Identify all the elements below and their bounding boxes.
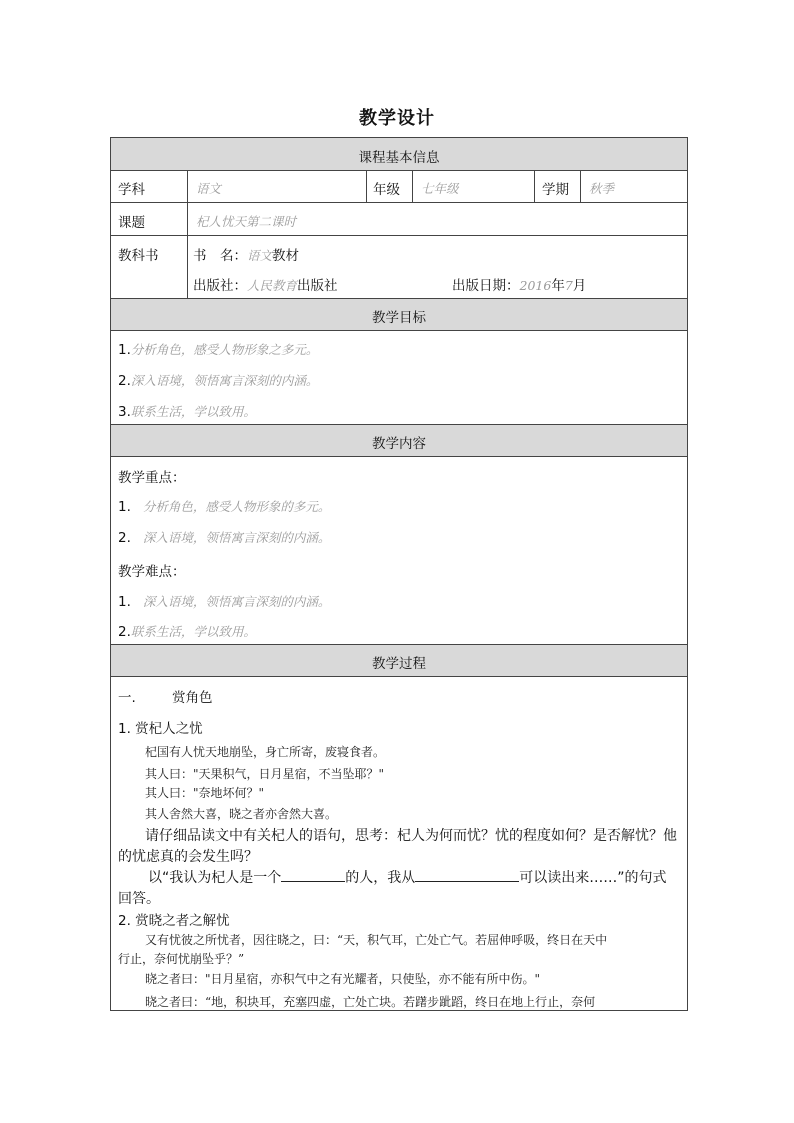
column-divider bbox=[187, 170, 188, 298]
divider bbox=[110, 676, 688, 677]
objective-item bbox=[118, 340, 318, 358]
column-divider bbox=[580, 170, 581, 202]
column-divider bbox=[412, 170, 413, 202]
key-point-text: 深入语境，领悟寓言深刻的内涵。 bbox=[142, 530, 331, 545]
term-label: 学期 bbox=[542, 182, 569, 198]
content-header: 教学内容 bbox=[372, 436, 426, 452]
prompt-part: 以“我认为杞人是一个 bbox=[148, 870, 282, 886]
classical-text-line: 晓之者曰："日月星宿，亦积气中之有光耀者，只使坠，亦不能有所中伤。" bbox=[145, 972, 541, 986]
objective-text: 深入语境，领悟寓言深刻的内涵。 bbox=[130, 373, 319, 388]
subsection-title: 2. 赏晓之者之解忧 bbox=[118, 913, 230, 929]
pubdate-year-unit: 年 bbox=[551, 278, 565, 294]
column-divider bbox=[534, 170, 535, 202]
key-point-text: 分析角色，感受人物形象的多元。 bbox=[142, 499, 331, 514]
answer-prompt-line: 回答。 bbox=[118, 891, 160, 907]
classical-text-line: 其人舍然大喜，晓之者亦舍然大喜。 bbox=[145, 807, 338, 821]
lesson-label: 课题 bbox=[118, 215, 145, 231]
objective-item bbox=[118, 402, 256, 420]
divider bbox=[110, 456, 688, 457]
term-value: 秋季 bbox=[589, 181, 615, 196]
key-points-label: 教学重点： bbox=[118, 470, 186, 486]
grade-label: 年级 bbox=[373, 182, 400, 198]
objective-number: 2. bbox=[118, 373, 131, 389]
pubdate-label: 出版日期： bbox=[452, 278, 520, 294]
question-line: 的忧虑真的会发生吗？ bbox=[118, 849, 258, 865]
objective-text: 分析角色，感受人物形象之多元。 bbox=[130, 342, 319, 357]
publisher-line bbox=[193, 274, 338, 294]
pubdate-year: 2016 bbox=[519, 278, 552, 293]
book-name-line bbox=[193, 244, 299, 264]
answer-prompt bbox=[148, 867, 667, 887]
classical-text-line: 其人曰："天果积气，日月星宿，不当坠耶？" bbox=[145, 767, 385, 781]
classical-text-line: 其人曰："奈地坏何？" bbox=[145, 786, 265, 800]
difficult-point-text: 深入语境，领悟寓言深刻的内涵。 bbox=[142, 594, 331, 609]
book-name-label: 书 名： bbox=[193, 248, 247, 264]
basic-info-header: 课程基本信息 bbox=[358, 150, 440, 166]
column-divider bbox=[366, 170, 367, 202]
key-point-item bbox=[118, 497, 330, 515]
publisher-suffix: 出版社 bbox=[297, 278, 338, 294]
objective-number: 1. bbox=[118, 342, 131, 358]
pubdate-month: 7 bbox=[564, 278, 573, 293]
process-header: 教学过程 bbox=[372, 656, 426, 672]
section-number: 一. bbox=[118, 690, 136, 706]
prompt-part: 可以读出来……”的句式 bbox=[519, 870, 667, 886]
difficult-point-text: 联系生活，学以致用。 bbox=[130, 624, 256, 639]
grade-value: 七年级 bbox=[421, 181, 459, 196]
objectives-header: 教学目标 bbox=[372, 310, 426, 326]
publisher-value: 人民教育 bbox=[247, 278, 298, 293]
book-name-value: 语文 bbox=[247, 248, 273, 263]
key-point-item bbox=[118, 528, 330, 546]
divider bbox=[110, 644, 688, 645]
difficult-point-number: 2. bbox=[118, 624, 131, 640]
publisher-label: 出版社： bbox=[193, 278, 247, 294]
divider bbox=[110, 202, 688, 203]
textbook-label: 教科书 bbox=[118, 248, 159, 264]
classical-text-line: 又有忧彼之所忧者，因往晓之，曰：“天，积气耳，亡处亡气。若屈伸呼吸，终日在天中 bbox=[145, 933, 608, 947]
classical-text-line: 晓之者曰：“地，积块耳，充塞四虚，亡处亡块。若躇步跐蹈，终日在地上行止，奈何 bbox=[145, 995, 596, 1009]
divider bbox=[110, 235, 688, 236]
subsection-title: 1. 赏杞人之忧 bbox=[118, 721, 203, 737]
objective-text: 联系生活，学以致用。 bbox=[130, 404, 256, 419]
document-title: 教学设计 bbox=[359, 108, 435, 129]
pubdate-month-unit: 月 bbox=[572, 278, 587, 294]
prompt-part: 的人，我从 bbox=[345, 870, 416, 886]
difficult-point-item bbox=[118, 622, 256, 640]
key-point-number: 2. bbox=[118, 530, 131, 546]
question-line: 请仔细品读文中有关杞人的语句，思考：杞人为何而忧？忧的程度如何？是否解忧？他 bbox=[145, 828, 677, 844]
difficult-point-number: 1. bbox=[118, 594, 131, 610]
difficult-points-label: 教学难点： bbox=[118, 564, 186, 580]
divider bbox=[110, 298, 688, 299]
lesson-value: 杞人忧天第二课时 bbox=[196, 214, 297, 229]
divider bbox=[110, 170, 688, 171]
classical-text-line: 杞国有人忧天地崩坠，身亡所寄，废寝食者。 bbox=[145, 745, 386, 759]
section-title: 赏角色 bbox=[172, 690, 213, 706]
pubdate-line bbox=[452, 274, 586, 294]
answer-blank bbox=[415, 868, 519, 882]
objective-item bbox=[118, 371, 318, 389]
book-name-suffix: 教材 bbox=[272, 248, 300, 264]
objective-number: 3. bbox=[118, 404, 131, 420]
divider bbox=[110, 330, 688, 331]
key-point-number: 1. bbox=[118, 499, 131, 515]
divider bbox=[110, 424, 688, 425]
difficult-point-item bbox=[118, 592, 330, 610]
classical-text-line: 行止，奈何忧崩坠乎？” bbox=[118, 952, 245, 966]
subject-value: 语文 bbox=[196, 181, 222, 196]
answer-blank bbox=[281, 868, 345, 882]
subject-label: 学科 bbox=[118, 182, 145, 198]
